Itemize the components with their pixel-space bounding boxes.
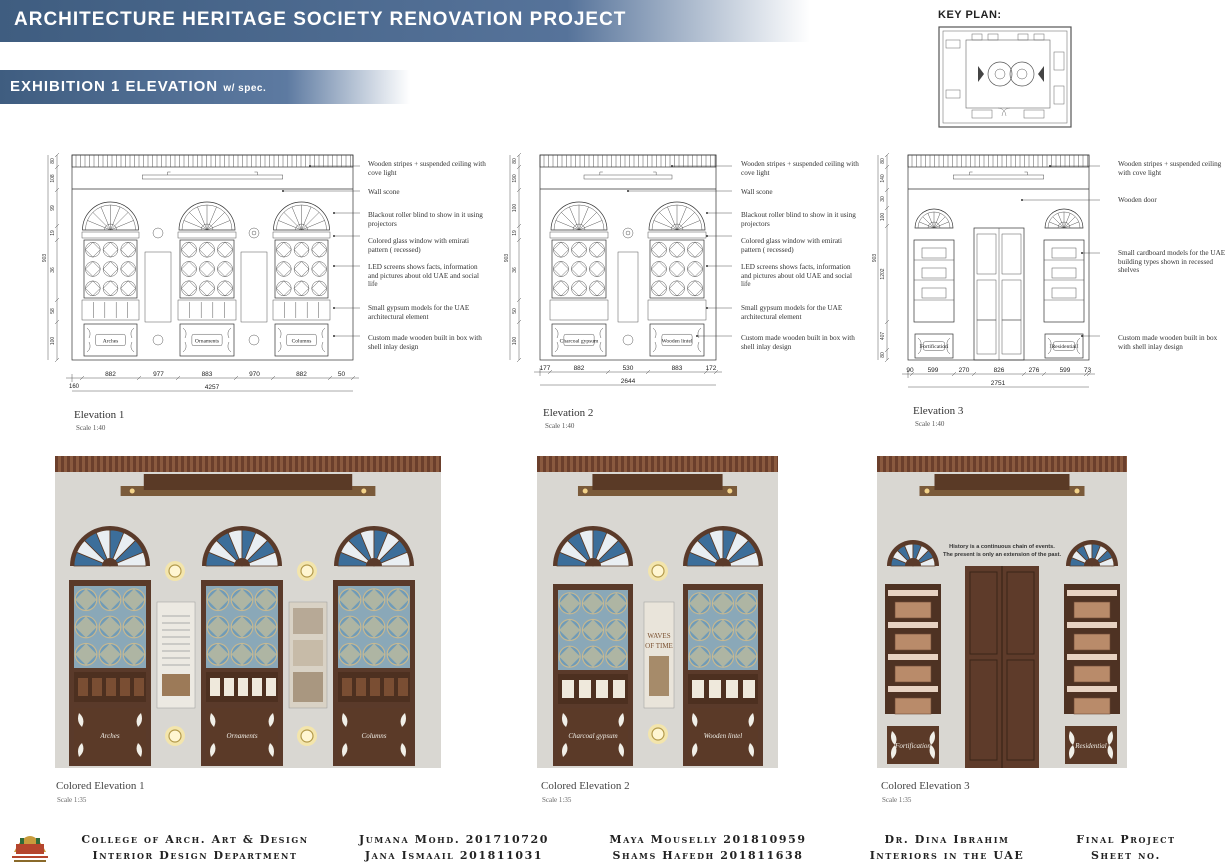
colored-elevation-1-caption: Colored Elevation 1 (56, 780, 145, 792)
glass-window (180, 240, 234, 298)
note-e2-gypsum: Small gypsum models for the UAE architectural element (741, 304, 843, 321)
dimension-total: 4257 (204, 384, 220, 391)
footer-instructor (858, 832, 1036, 864)
dimension-label: 50 (337, 371, 346, 378)
dimension-label: 30 (880, 196, 886, 202)
cardboard-model (922, 268, 946, 278)
elevation-3-caption: Elevation 3 (913, 405, 964, 417)
footer-students-2 (590, 832, 826, 864)
dimension-total: 903 (42, 253, 48, 263)
footer-college-line1: College of Arch. Art & Design (81, 833, 309, 846)
note-e1-scone: Wall scone (368, 188, 400, 196)
cardboard-model (895, 698, 931, 714)
dimension-total: 903 (504, 253, 510, 263)
dimension-label: 190 (512, 174, 518, 183)
dimension-label: 599 (927, 367, 939, 374)
colored-elevation-3-caption: Colored Elevation 3 (881, 780, 970, 792)
dimension-label: 1202 (880, 268, 886, 280)
dimension-label: 100 (50, 336, 56, 346)
box-label: Wooden lintel (661, 338, 693, 345)
wall-scone (153, 335, 163, 345)
dimension-total: 2644 (620, 378, 636, 385)
poster-title: WAVES (647, 632, 671, 640)
footer-project-line2: Sheet no. (1091, 849, 1161, 862)
note-e2-box: Custom made wooden built in box with shell inlay design (741, 334, 855, 351)
note-e1-box: Custom made wooden built in box with shell inlay design (368, 334, 482, 351)
box-label: Columns (291, 338, 312, 345)
dimension-label: 977 (153, 371, 164, 378)
elevation-2-drawing (502, 150, 732, 405)
footer-project (1058, 832, 1194, 864)
elevation-outline (908, 155, 1089, 360)
box-label: Residential (1051, 343, 1077, 350)
led-screen (618, 252, 638, 322)
college-logo (10, 824, 50, 866)
note-e1-ceiling: Wooden stripes + suspended ceiling with cove light (368, 160, 486, 177)
dimension-label: 882 (573, 365, 585, 372)
glass-window (84, 240, 137, 298)
dimension-label: 826 (993, 367, 1005, 374)
box-label: Charcoal gypsum (559, 338, 599, 345)
glass-window (552, 240, 606, 298)
note-e1-gypsum: Small gypsum models for the UAE architectural element (368, 304, 470, 321)
dimension-label: 19 (50, 230, 56, 236)
wall-scone (153, 228, 163, 238)
cardboard-model (895, 634, 931, 650)
box-label: Fortification (895, 742, 931, 750)
ceiling-panel (935, 474, 1070, 490)
footer-project-line1: Final Project (1076, 833, 1176, 846)
note-e3-models: Small cardboard models for the UAE building types shown in recessed shelves (1118, 249, 1226, 275)
box-label: Wooden lintel (703, 732, 743, 740)
led-screen (241, 252, 267, 322)
wall-scone (623, 228, 633, 238)
subtitle-banner (0, 70, 410, 104)
dimension-total: 903 (872, 253, 878, 263)
elevation-1-drawing (40, 150, 360, 405)
elevation-2-caption: Elevation 2 (543, 407, 594, 419)
note-e3-ceiling: Wooden stripes + suspended ceiling with cove light (1118, 160, 1222, 177)
dimension-label: 99 (50, 205, 56, 211)
note-e3-door: Wooden door (1118, 196, 1157, 204)
dimension-label: 140 (880, 174, 886, 183)
dimension-label: 276 (1028, 367, 1040, 374)
dimension-label: 108 (50, 174, 56, 183)
dimension-label: 177 (539, 365, 551, 372)
cardboard-model (895, 602, 931, 618)
ceiling-stripes (537, 456, 778, 472)
colored-elevation-3-scale: Scale 1:35 (882, 796, 912, 804)
colored-elevation-3 (877, 456, 1127, 768)
box-label: Ornaments (226, 732, 258, 740)
ceiling-panel (144, 474, 352, 490)
dimension-label: 19 (512, 230, 518, 236)
dimension-label: 73 (1083, 367, 1092, 374)
dimension-label: 80 (50, 158, 56, 164)
footer-college (66, 832, 324, 864)
note-e2-scone: Wall scone (741, 188, 773, 196)
gypsum-models (178, 300, 236, 320)
footer-student2-line2: Shams Hafedh 201811638 (612, 849, 804, 862)
key-plan-label: KEY PLAN: (938, 9, 1002, 21)
dimension-label: 90 (906, 367, 914, 374)
cardboard-model (895, 666, 931, 682)
dimension-label: 50 (512, 308, 518, 314)
dimension-label: 36 (50, 267, 56, 273)
glass-window (650, 240, 704, 298)
elevation-outline (72, 155, 353, 360)
footer-student2-line1: Maya Mouselly 201810959 (609, 833, 807, 846)
wall-scone (623, 335, 633, 345)
wall-scone (249, 228, 259, 238)
elevation-1-scale: Scale 1:40 (76, 424, 106, 432)
box-label: Arches (102, 338, 119, 345)
ceiling-panel (592, 474, 722, 490)
recessed-shelf (914, 240, 954, 322)
box-label: Ornaments (194, 338, 220, 345)
quote-line-1: History is a continuous chain of events. (949, 544, 1055, 550)
dimension-total: 2751 (990, 380, 1006, 387)
dimension-label: 80 (880, 352, 886, 358)
cardboard-model (922, 248, 946, 258)
dimension-label: 407 (880, 331, 886, 341)
recessed-shelf (1044, 240, 1084, 322)
cove-light (142, 175, 283, 179)
dimension-label: 882 (105, 371, 116, 378)
gypsum-models (82, 300, 139, 320)
gypsum-models (550, 300, 608, 320)
gypsum-models (648, 300, 706, 320)
dimension-label: 530 (622, 365, 634, 372)
footer-instructor-line1: Dr. Dina Ibrahim (884, 833, 1010, 846)
note-e2-glass: Colored glass window with emirati pattern ( recessed) (741, 237, 843, 254)
elevation-3-drawing (870, 150, 1100, 405)
cardboard-model (1074, 666, 1110, 682)
title-banner (0, 0, 810, 42)
colored-elevation-1-scale: Scale 1:35 (57, 796, 87, 804)
box-label: Columns (361, 732, 387, 740)
box-label: Charcoal gypsum (568, 732, 618, 740)
note-e2-led: LED screens shows facts, information and pictures about old UAE and social life (741, 263, 852, 289)
section-title: EXHIBITION 1 ELEVATION (10, 78, 219, 95)
note-e3-box: Custom made wooden built in box with shell inlay design (1118, 334, 1218, 351)
dimension-label: 599 (1059, 367, 1071, 374)
colored-elevation-1 (55, 456, 441, 768)
dimension-label: 270 (958, 367, 970, 374)
dimension-label: 160 (68, 384, 80, 390)
cove-light (584, 175, 672, 179)
elevation-2-scale: Scale 1:40 (545, 422, 575, 430)
footer-instructor-line2: Interiors in the UAE (869, 849, 1025, 862)
cardboard-model (1052, 268, 1076, 278)
dimension-label: 883 (201, 371, 213, 378)
poster-title: OF TIME (645, 642, 673, 650)
dimension-label: 100 (512, 336, 518, 346)
ceiling-stripes (908, 155, 1089, 167)
elevation-1-caption: Elevation 1 (74, 409, 125, 421)
cardboard-model (1074, 602, 1110, 618)
key-plan (938, 26, 1072, 128)
section-title-suffix: w/ spec. (223, 83, 267, 94)
dimension-label: 58 (50, 308, 56, 314)
dimension-label: 882 (296, 371, 307, 378)
led-screen (145, 252, 171, 322)
dimension-label: 883 (671, 365, 683, 372)
glass-window (275, 240, 328, 298)
colored-elevation-2-scale: Scale 1:35 (542, 796, 572, 804)
footer-college-line2: Interior Design Department (92, 849, 298, 862)
dimension-label: 100 (880, 212, 886, 222)
elevation-outline (540, 155, 716, 360)
elevation-3-scale: Scale 1:40 (915, 420, 945, 428)
dimension-label: 80 (512, 158, 518, 164)
dimension-label: 100 (512, 203, 518, 213)
ceiling-stripes (72, 155, 353, 167)
note-e2-blind: Blackout roller blind to show in it using projectors (741, 211, 856, 228)
dimension-label: 172 (705, 365, 717, 372)
quote-line-2: The present is only an extension of the past. (942, 552, 1062, 558)
cardboard-model (1074, 698, 1110, 714)
box-label: Fortification (920, 343, 948, 350)
cove-light (953, 175, 1044, 179)
gypsum-models (273, 300, 330, 320)
note-e1-blind: Blackout roller blind to show in it using projectors (368, 211, 483, 228)
note-e1-led: LED screens shows facts, information and pictures about old UAE and social life (368, 263, 479, 289)
box-label: Residential (1075, 742, 1107, 750)
dimension-label: 80 (880, 158, 886, 164)
cardboard-model (1052, 288, 1076, 298)
cardboard-model (1052, 248, 1076, 258)
colored-elevation-2-caption: Colored Elevation 2 (541, 780, 630, 792)
note-e1-glass: Colored glass window with emirati pattern ( recessed) (368, 237, 470, 254)
page-title: ARCHITECTURE HERITAGE SOCIETY RENOVATION PROJECT (14, 9, 627, 30)
cardboard-model (1074, 634, 1110, 650)
box-label: Arches (100, 732, 120, 740)
dimension-label: 36 (512, 267, 518, 273)
footer-students-1 (338, 832, 570, 864)
footer-student1-line1: Jumana Mohd. 201710720 (359, 833, 549, 846)
colored-elevation-2 (537, 456, 778, 768)
wall-scone (249, 335, 259, 345)
footer-student1-line2: Jana Ismaail 201811031 (364, 849, 544, 862)
dimension-label: 970 (249, 371, 260, 378)
cardboard-model (922, 288, 946, 298)
note-e2-ceiling: Wooden stripes + suspended ceiling with cove light (741, 160, 859, 177)
